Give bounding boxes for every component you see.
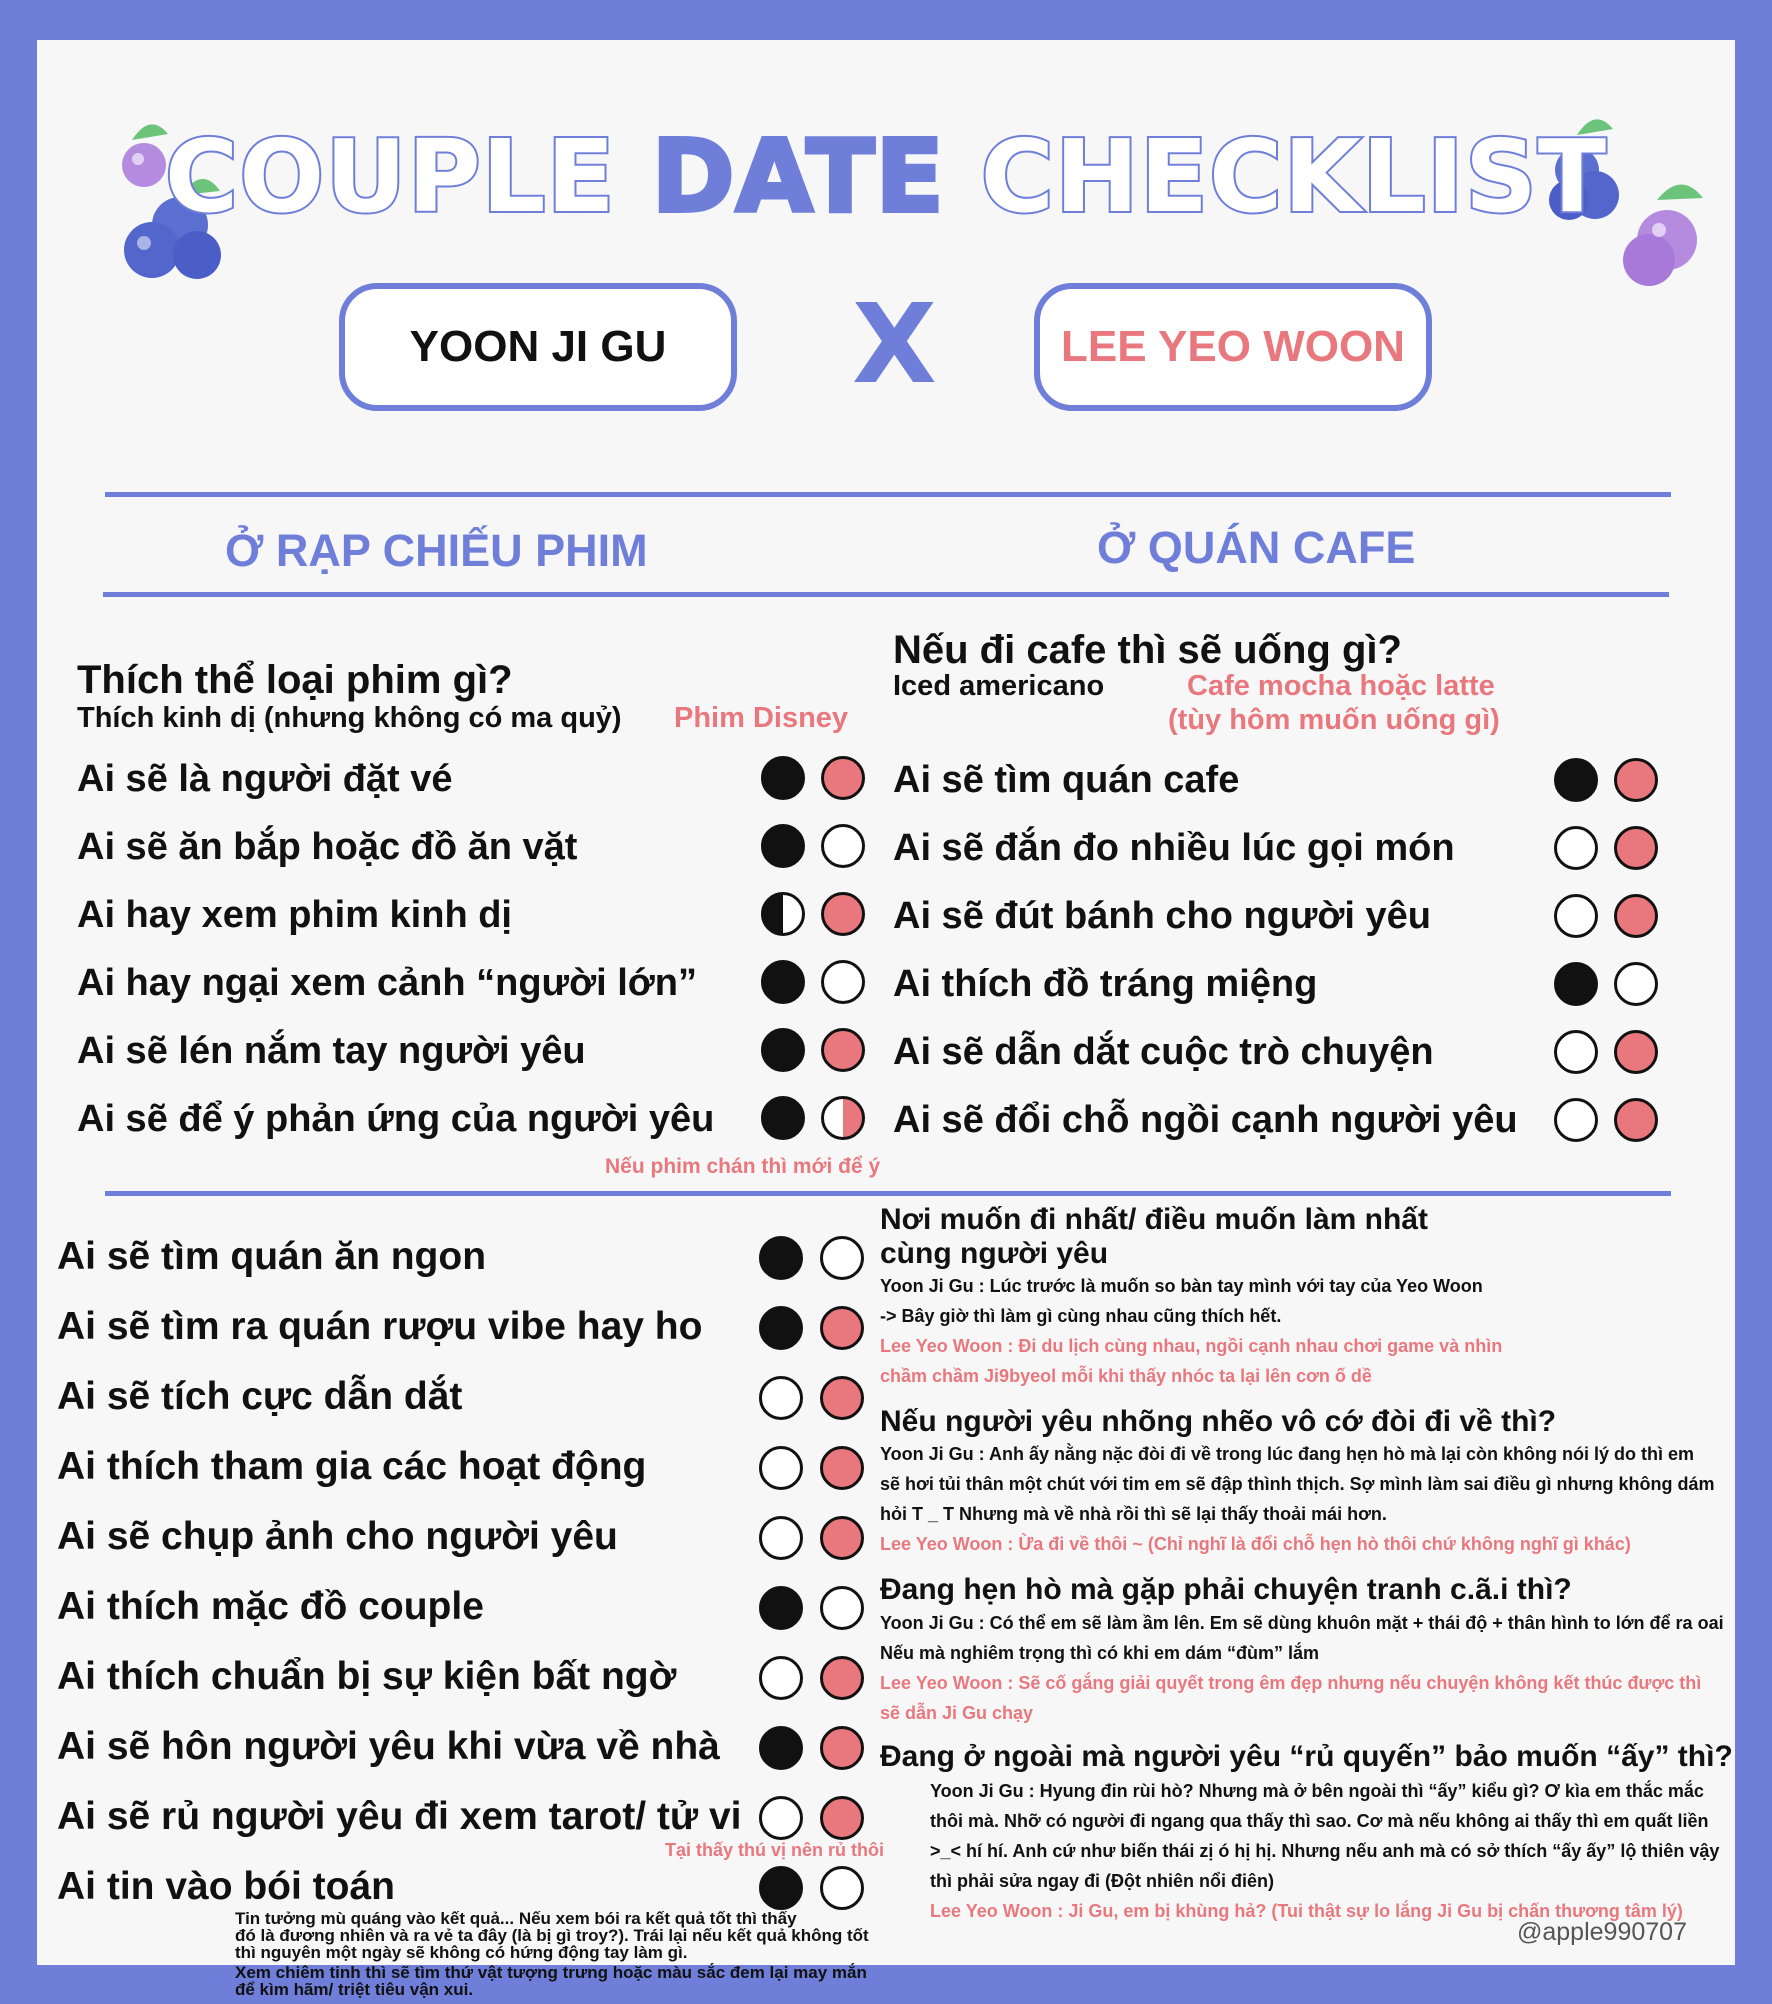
qa-answer-yoon: sẽ hơi tủi thân một chút với tim em sẽ đập thình thịch. Sợ mình làm sai điều gì nhưng không dám <box>880 1474 1715 1494</box>
qa-answer-yoon: Yoon Ji Gu : Hyung đin rùi hò? Nhưng mà ở bên ngoài thì “ấy” kiểu gì? Ơ kìa em thắc mắc <box>930 1781 1704 1801</box>
dot-lee <box>820 1306 864 1350</box>
qa-answer-lee: Lee Yeo Woon : Ừa đi về thôi ~ (Chỉ nghĩ là đổi chỗ hẹn hò thôi chứ không nghĩ gì khác) <box>880 1534 1631 1554</box>
dot-yoon <box>761 1028 805 1072</box>
cinema-note: Nếu phim chán thì mới để ý <box>605 1155 881 1178</box>
qa-answer-yoon: thôi mà. Nhỡ có người đi ngang qua thấy thì sao. Cơ mà nếu không ai thấy thì em quất liền <box>930 1811 1709 1831</box>
checklist-sheet <box>37 40 1735 1999</box>
dot-lee <box>820 1516 864 1560</box>
dot-lee <box>1614 1098 1658 1142</box>
dot-lee <box>820 1726 864 1770</box>
dot-lee <box>1614 894 1658 938</box>
dot-lee <box>820 1446 864 1490</box>
cafe-drink-question: Nếu đi cafe thì sẽ uống gì? <box>893 628 1402 672</box>
dot-lee <box>1614 962 1658 1006</box>
section-cinema-title: Ở RẠP CHIẾU PHIM <box>225 525 648 576</box>
checklist-question: Ai sẽ lén nắm tay người yêu <box>77 1030 586 1072</box>
cinema-genre-question: Thích thể loại phim gì? <box>77 658 513 702</box>
qa-answer-yoon: Nếu mà nghiêm trọng thì có khi em dám “đùm” lắm <box>880 1643 1320 1663</box>
dot-lee <box>821 960 865 1004</box>
fortune-note-line: Xem chiêm tinh thì sẽ tìm thứ vật tượng trưng hoặc màu sắc đem lại may mắn <box>235 1963 867 1982</box>
checklist-question: Ai sẽ tìm quán ăn ngon <box>57 1235 487 1278</box>
checklist-question: Ai tin vào bói toán <box>57 1865 395 1908</box>
checklist-question: Ai sẽ tìm ra quán rượu vibe hay ho <box>57 1305 703 1348</box>
fortune-note-line: đó là đương nhiên và ra vẻ ta đây (là bị gì troy?). Trái lại nếu kết quả không tốt <box>235 1926 869 1945</box>
author-handle: @apple990707 <box>1517 1918 1687 1946</box>
qa-answer-lee: Lee Yeo Woon : Đi du lịch cùng nhau, ngồi cạnh nhau chơi game và nhìn <box>880 1336 1503 1356</box>
qa-answer-yoon: Yoon Ji Gu : Anh ấy nằng nặc đòi đi về trong lúc đang hẹn hò mà lại còn không nói lý do thì em <box>880 1444 1695 1464</box>
dot-yoon <box>1554 1030 1598 1074</box>
qa-answer-yoon: thì phải sửa ngay đi (Đột nhiên nổi điên) <box>930 1871 1275 1891</box>
page-title <box>37 118 1735 235</box>
dot-lee <box>821 756 865 800</box>
qa-answer-yoon: hỏi T _ T Nhưng mà về nhà rồi thì sẽ lại thấy thoải mái hơn. <box>880 1504 1387 1524</box>
dot-lee <box>820 1656 864 1700</box>
dot-yoon <box>759 1306 803 1350</box>
dot-lee <box>820 1586 864 1630</box>
dot-yoon <box>759 1726 803 1770</box>
cafe-drink-answer-yoon: Iced americano <box>893 670 1105 702</box>
dot-lee <box>821 1028 865 1072</box>
checklist-question: Ai sẽ đắn đo nhiều lúc gọi món <box>893 827 1455 869</box>
dot-yoon <box>1554 962 1598 1006</box>
name-box-right <box>1034 283 1432 411</box>
qa-question: Đang ở ngoài mà người yêu “rủ quyến” bảo muốn “ấy” thì? <box>880 1740 1733 1773</box>
cafe-drink-answer-lee-1: Cafe mocha hoặc latte <box>1187 670 1495 702</box>
cinema-genre-answer-lee: Phim Disney <box>674 702 849 734</box>
fortune-note-line: để kìm hãm/ triệt tiêu vận xui. <box>235 1980 474 1999</box>
dot-lee <box>1614 1030 1658 1074</box>
divider-sections <box>103 592 1669 597</box>
dot-lee <box>820 1866 864 1910</box>
dot-yoon <box>1554 1098 1598 1142</box>
qa-answer-lee: sẽ dẫn Ji Gu chạy <box>880 1703 1034 1723</box>
dot-lee <box>820 1236 864 1280</box>
name-box-left <box>339 283 737 411</box>
dot-yoon <box>761 1096 805 1140</box>
dot-lee <box>1614 758 1658 802</box>
dot-lee <box>821 1096 865 1140</box>
qa-answer-yoon: Yoon Ji Gu : Lúc trước là muốn so bàn tay mình với tay của Yeo Woon <box>880 1276 1483 1296</box>
name-left: YOON JI GU <box>409 322 667 371</box>
tarot-note: Tại thấy thú vị nên rủ thôi <box>665 1840 885 1860</box>
dot-yoon <box>759 1796 803 1840</box>
dot-lee <box>1614 826 1658 870</box>
dot-yoon <box>761 892 805 936</box>
section-cafe-title: Ở QUÁN CAFE <box>1097 522 1416 573</box>
divider-bottom <box>105 1191 1671 1196</box>
dot-yoon <box>759 1376 803 1420</box>
title-couple: COUPLE <box>164 118 616 235</box>
checklist-question: Ai thích mặc đồ couple <box>57 1585 484 1628</box>
checklist-question: Ai sẽ tìm quán cafe <box>893 759 1240 801</box>
dot-yoon <box>761 960 805 1004</box>
fortune-note-line: Tin tưởng mù quáng vào kết quả... Nếu xem bói ra kết quả tốt thì thấy <box>235 1909 797 1928</box>
title-date: DATE <box>651 118 945 235</box>
qa-answer-yoon: Yoon Ji Gu : Có thể em sẽ làm ầm lên. Em sẽ dùng khuôn mặt + thái độ + thân hình to lớn để ra oai <box>880 1613 1724 1633</box>
name-right: LEE YEO WOON <box>1061 322 1405 371</box>
dot-lee <box>821 892 865 936</box>
dot-yoon <box>1554 826 1598 870</box>
checklist-question: Ai sẽ dẫn dắt cuộc trò chuyện <box>893 1031 1434 1073</box>
qa-question: Nếu người yêu nhõng nhẽo vô cớ đòi đi về thì? <box>880 1405 1557 1438</box>
qa-answer-lee: chầm chầm Ji9byeol mỗi khi thấy nhóc ta lại lên cơn ố dề <box>880 1366 1372 1386</box>
cafe-drink-answer-lee-2: (tùy hôm muốn uống gì) <box>1168 704 1500 736</box>
dot-yoon <box>1554 894 1598 938</box>
checklist-question: Ai sẽ là người đặt vé <box>77 758 453 800</box>
dot-lee <box>820 1796 864 1840</box>
checklist-question: Ai sẽ đút bánh cho người yêu <box>893 895 1432 937</box>
dot-yoon <box>759 1586 803 1630</box>
x-mark: X <box>852 280 937 408</box>
title-checklist: CHECKLIST <box>980 118 1608 235</box>
qa-answer-lee: Lee Yeo Woon : Sẽ cố gắng giải quyết trong êm đẹp nhưng nếu chuyện không kết thúc được thì <box>880 1673 1702 1693</box>
checklist-question: Ai sẽ tích cực dẫn dắt <box>57 1375 463 1418</box>
checklist-question: Ai thích chuẩn bị sự kiện bất ngờ <box>57 1655 677 1698</box>
dot-yoon <box>759 1656 803 1700</box>
dot-lee <box>821 824 865 868</box>
dot-yoon <box>759 1446 803 1490</box>
checklist-question: Ai sẽ hôn người yêu khi vừa về nhà <box>57 1725 720 1768</box>
checklist-question: Ai hay xem phim kinh dị <box>77 894 512 936</box>
fortune-note-line: thì nguyên một ngày sẽ không có hứng động tay làm gì. <box>235 1943 688 1962</box>
dot-yoon <box>1554 758 1598 802</box>
checklist-question: Ai hay ngại xem cảnh “người lớn” <box>77 962 697 1004</box>
qa-answer-yoon: -> Bây giờ thì làm gì cùng nhau cũng thích hết. <box>880 1306 1282 1326</box>
checklist-question: Ai sẽ chụp ảnh cho người yêu <box>57 1515 618 1558</box>
checklist-question: Ai sẽ rủ người yêu đi xem tarot/ tử vi <box>57 1795 742 1838</box>
dot-yoon <box>759 1236 803 1280</box>
checklist-question: Ai thích tham gia các hoạt động <box>57 1445 647 1488</box>
dot-yoon <box>759 1516 803 1560</box>
qa-answer-lee: Lee Yeo Woon : Ji Gu, em bị khùng hả? (Tui thật sự lo lắng Ji Gu bị chấn thương tâm lý) <box>930 1901 1683 1921</box>
dot-yoon <box>761 756 805 800</box>
cinema-genre-answer-yoon: Thích kinh dị (nhưng không có ma quỷ) <box>77 702 622 734</box>
qa-question: Nơi muốn đi nhất/ điều muốn làm nhất <box>880 1203 1428 1236</box>
checklist-question: Ai sẽ để ý phản ứng của người yêu <box>77 1098 715 1140</box>
checklist-question: Ai sẽ ăn bắp hoặc đồ ăn vặt <box>77 826 578 868</box>
divider-top <box>105 492 1671 497</box>
dot-lee <box>820 1376 864 1420</box>
dot-yoon <box>759 1866 803 1910</box>
dot-yoon <box>761 824 805 868</box>
checklist-question: Ai thích đồ tráng miệng <box>893 963 1318 1005</box>
qa-question: cùng người yêu <box>880 1237 1109 1270</box>
qa-question: Đang hẹn hò mà gặp phải chuyện tranh c.ã.i thì? <box>880 1573 1572 1606</box>
qa-answer-yoon: >_< hí hí. Anh cứ như biến thái zị ó hị hị. Nhưng nếu anh mà có sở thích “ấy ấy” lộ thiên vậy <box>930 1841 1720 1861</box>
checklist-question: Ai sẽ đổi chỗ ngồi cạnh người yêu <box>893 1099 1518 1141</box>
